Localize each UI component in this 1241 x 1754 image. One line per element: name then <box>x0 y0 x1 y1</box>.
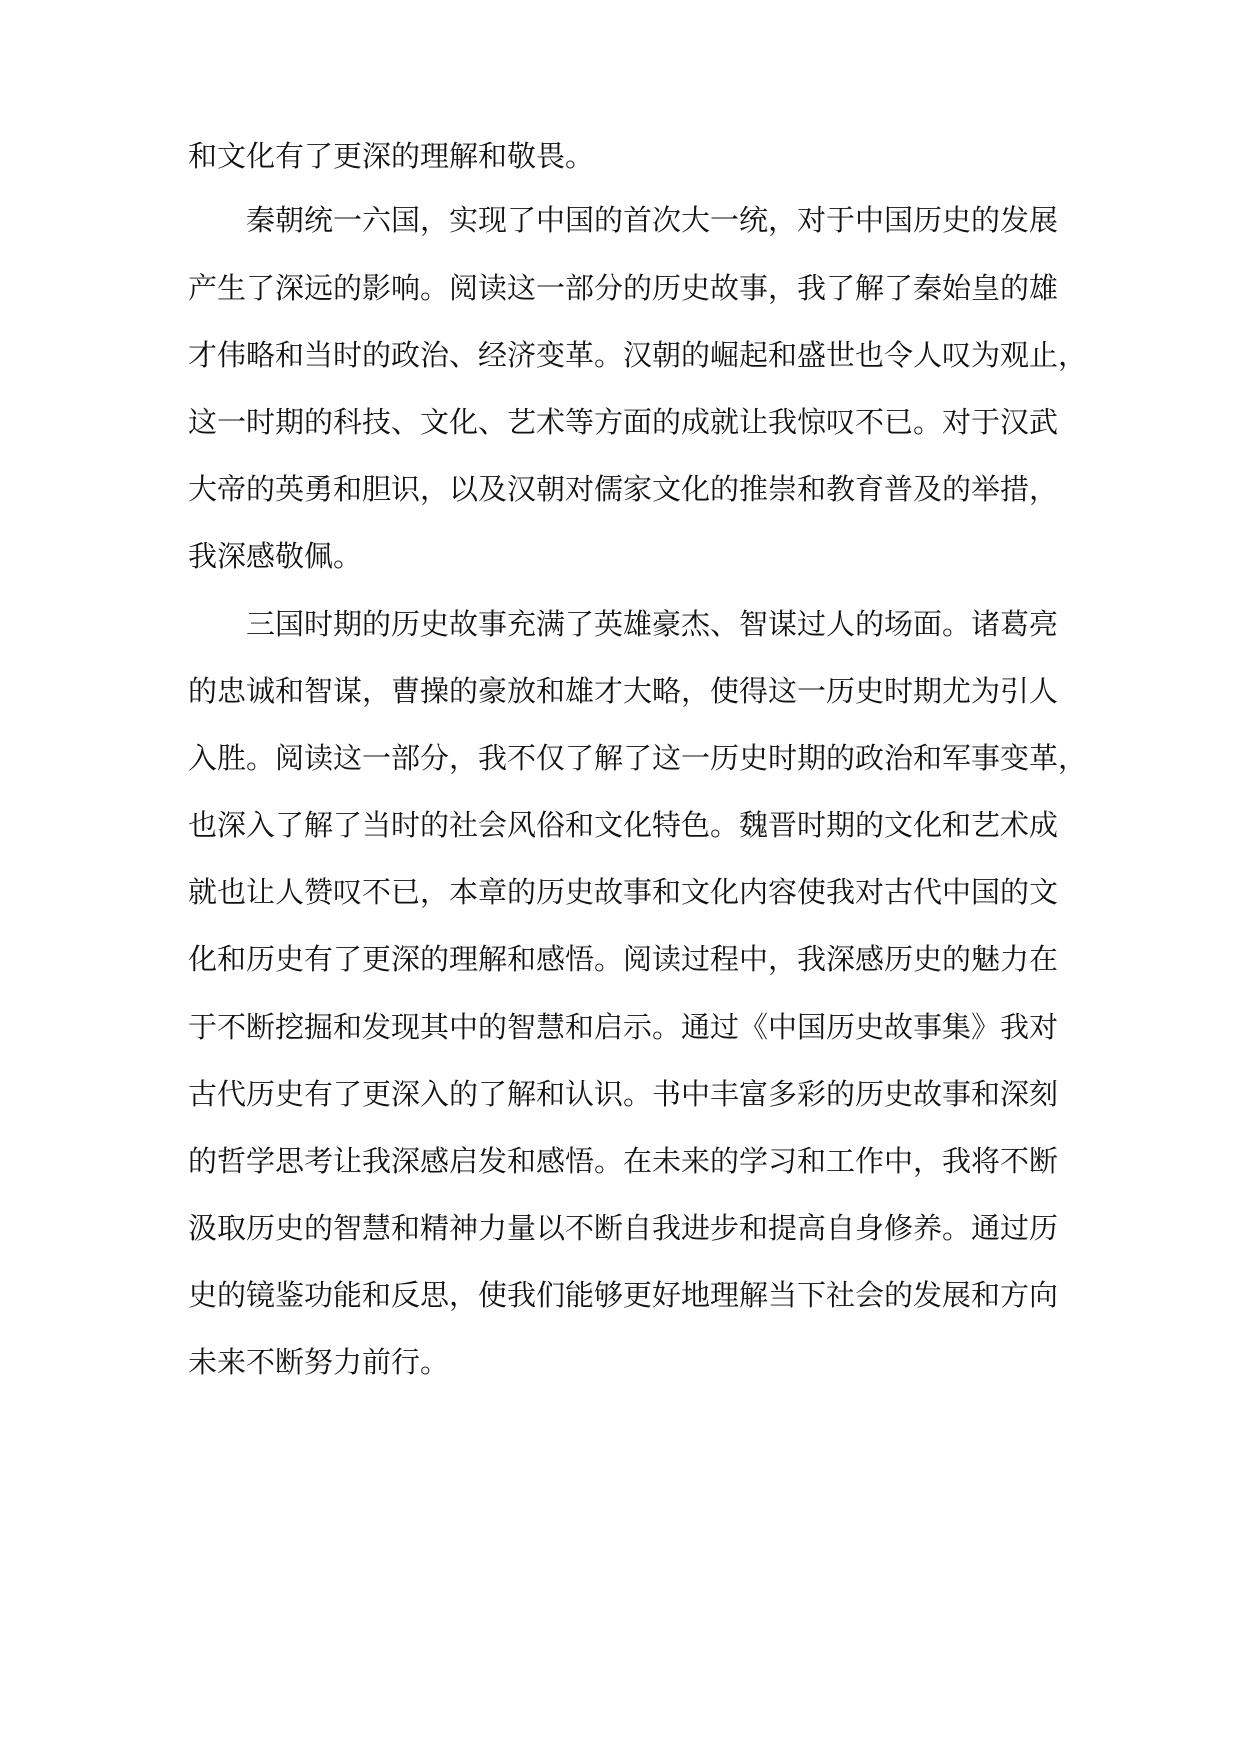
paragraph-first-line: 秦朝统一六国，实现了中国的首次大一统，对于中国历史的发展 <box>246 203 1059 237</box>
text-line: 也深入了解了当时的社会风俗和文化特色。魏晋时期的文化和艺术成 <box>188 808 1059 842</box>
paragraph-first-line: 三国时期的历史故事充满了英雄豪杰、智谋过人的场面。诸葛亮 <box>246 607 1059 641</box>
text-line: 这一时期的科技、文化、艺术等方面的成就让我惊叹不已。对于汉武 <box>188 405 1059 439</box>
text-line: 汲取历史的智慧和精神力量以不断自我进步和提高自身修养。通过历 <box>188 1211 1059 1245</box>
text-line: 于不断挖掘和发现其中的智慧和启示。通过《中国历史故事集》我对 <box>188 1010 1059 1044</box>
text-line: 的忠诚和智谋，曹操的豪放和雄才大略，使得这一历史时期尤为引人 <box>188 674 1059 708</box>
text-line: 化和历史有了更深的理解和感悟。阅读过程中，我深感历史的魅力在 <box>188 942 1059 976</box>
text-line: 就也让人赞叹不已，本章的历史故事和文化内容使我对古代中国的文 <box>188 875 1059 909</box>
text-line: 产生了深远的影响。阅读这一部分的历史故事，我了解了秦始皇的雄 <box>188 271 1059 305</box>
text-line: 我深感敬佩。 <box>188 539 363 573</box>
text-line: 的哲学思考让我深感启发和感悟。在未来的学习和工作中，我将不断 <box>188 1144 1059 1178</box>
text-line: 古代历史有了更深入的了解和认识。书中丰富多彩的历史故事和深刻 <box>188 1077 1059 1111</box>
text-line: 才伟略和当时的政治、经济变革。汉朝的崛起和盛世也令人叹为观止， <box>188 338 1088 372</box>
text-line: 入胜。阅读这一部分，我不仅了解了这一历史时期的政治和军事变革， <box>188 741 1088 775</box>
text-line: 未来不断努力前行。 <box>188 1345 450 1379</box>
text-line: 和文化有了更深的理解和敬畏。 <box>188 139 595 173</box>
text-line: 大帝的英勇和胆识，以及汉朝对儒家文化的推崇和教育普及的举措， <box>188 472 1059 506</box>
text-line: 史的镜鉴功能和反思，使我们能够更好地理解当下社会的发展和方向 <box>188 1278 1059 1312</box>
